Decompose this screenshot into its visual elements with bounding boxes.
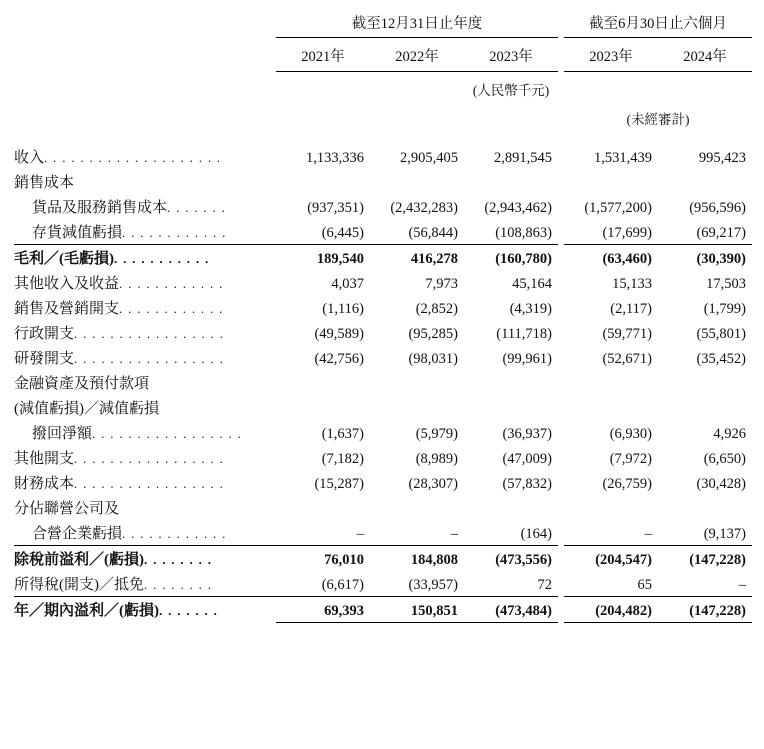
row-label-text: 金融資產及預付款項: [14, 376, 150, 392]
bottom-rule-label-cell: [14, 622, 276, 626]
row-label-text: 銷售成本: [14, 175, 75, 191]
audit-note-spacer-3: [464, 101, 558, 130]
cell-value: (2,852): [415, 301, 458, 317]
cell-value: 45,164: [512, 276, 552, 292]
table-row: [14, 295, 752, 320]
row-label-text: 研發開支: [14, 351, 75, 367]
row-label-leader: . . . . . . . . . . . .: [122, 225, 227, 240]
row-label-text: 分佔聯營公司及: [14, 501, 120, 517]
row-label-leader: . . . . . . . . . . . . . . . . .: [74, 476, 225, 491]
row-label: [14, 395, 276, 420]
table-row: [14, 270, 752, 295]
cell-value: (57,832): [502, 476, 552, 492]
cell-value: (95,285): [408, 326, 458, 342]
cell-value: [370, 370, 464, 395]
cell-value: (52,671): [602, 351, 652, 367]
cell-value: (937,351): [307, 200, 364, 216]
table-header: [14, 12, 752, 144]
row-label-text: (減值虧損)／減值虧損: [14, 401, 159, 417]
cell-value: 72: [537, 577, 552, 593]
cell-value: (17,699): [602, 225, 652, 241]
cell-value: (160,780): [464, 245, 558, 271]
header-group-empty: [14, 12, 276, 41]
audit-note: (未經審計): [626, 112, 690, 127]
cell-value: [276, 169, 370, 194]
audit-note-empty: [14, 101, 276, 130]
financial-table: [14, 12, 752, 626]
cell-value: [464, 370, 558, 395]
bottom-rule-cell: [658, 622, 752, 626]
cell-value: (36,937): [502, 426, 552, 442]
row-label-text: 貨品及服務銷售成本: [32, 200, 168, 216]
cell-value: (35,452): [696, 351, 746, 367]
cell-value: [564, 395, 658, 420]
table-row: [14, 169, 752, 194]
cell-value: –: [644, 526, 652, 542]
cell-value: (56,844): [408, 225, 458, 241]
row-label: [14, 219, 276, 245]
table-row: [14, 144, 752, 169]
row-label: [14, 470, 276, 495]
row-label-text: 撥回淨額: [32, 426, 93, 442]
column-header-2022: 2022年: [370, 41, 464, 72]
cell-value: (28,307): [408, 476, 458, 492]
header-bottom-spacer: [14, 130, 752, 144]
cell-value: (1,637): [321, 426, 364, 442]
table-row: [14, 395, 752, 420]
cell-value: [276, 495, 370, 520]
cell-value: –: [450, 526, 458, 542]
cell-value: 1,531,439: [594, 150, 652, 166]
cell-value: 189,540: [276, 245, 370, 271]
row-label-leader: . . . . . . . . . . .: [114, 251, 210, 266]
audit-note-spacer-2: [370, 101, 464, 130]
row-label-leader: . . . . . . . . . . . . . . . . .: [74, 351, 225, 366]
row-label: [14, 520, 276, 546]
row-label-text: 毛利／(毛虧損): [14, 251, 114, 267]
currency-note-empty: [14, 72, 276, 102]
cell-value: (99,961): [502, 351, 552, 367]
cell-value: (108,863): [495, 225, 552, 241]
header-year-row: [14, 41, 752, 72]
audit-note-row: [14, 101, 752, 130]
cell-value: 15,133: [612, 276, 652, 292]
row-label: [14, 270, 276, 295]
cell-value: (30,428): [696, 476, 746, 492]
cell-value: (7,182): [321, 451, 364, 467]
cell-value: (2,432,283): [390, 200, 458, 216]
column-header-2023: 2023年: [464, 41, 558, 72]
cell-value: (98,031): [408, 351, 458, 367]
cell-value: (204,547): [564, 546, 658, 572]
cell-value: (7,972): [609, 451, 652, 467]
row-label-text: 年／期內溢利／(虧損): [14, 603, 159, 619]
currency-note-spacer-1: [276, 72, 370, 102]
row-label: [14, 420, 276, 445]
cell-value: 2,891,545: [494, 150, 552, 166]
row-label-leader: . . . . . . . . . . . . . . . . .: [74, 326, 225, 341]
row-label-leader: . . . . . . .: [167, 200, 227, 215]
table-row: [14, 245, 752, 271]
cell-value: 17,503: [706, 276, 746, 292]
row-label: [14, 295, 276, 320]
cell-value: (8,989): [415, 451, 458, 467]
cell-value: [658, 169, 752, 194]
cell-value: (55,801): [696, 326, 746, 342]
header-year-empty: [14, 41, 276, 72]
row-label-leader: . . . . . . . . . . . . . . . . .: [92, 426, 243, 441]
row-label: [14, 546, 276, 572]
cell-value: [370, 395, 464, 420]
row-label: [14, 445, 276, 470]
column-header-2024-interim: 2024年: [658, 41, 752, 72]
row-label-leader: . . . . . . .: [159, 603, 219, 618]
cell-value: 76,010: [276, 546, 370, 572]
cell-value: (111,718): [496, 326, 552, 342]
header-group-interim-label: 截至6月30日止六個月: [564, 12, 752, 38]
cell-value: (26,759): [602, 476, 652, 492]
cell-value: –: [738, 577, 746, 593]
cell-value: 416,278: [370, 245, 464, 271]
cell-value: 1,133,336: [306, 150, 364, 166]
header-group-annual-label: 截至12月31日止年度: [276, 12, 558, 38]
cell-value: 2,905,405: [400, 150, 458, 166]
cell-value: (164): [520, 526, 552, 542]
cell-value: (30,390): [658, 245, 752, 271]
row-label-leader: . . . . . . . .: [144, 552, 213, 567]
row-label-text: 財務成本: [14, 476, 75, 492]
row-label-text: 銷售及營銷開支: [14, 301, 120, 317]
cell-value: [464, 395, 558, 420]
row-label-text: 其他收入及收益: [14, 276, 120, 292]
row-label-text: 所得稅(開支)／抵免: [14, 577, 144, 593]
row-label: [14, 345, 276, 370]
row-label: [14, 597, 276, 623]
table-row: [14, 520, 752, 546]
row-label: [14, 245, 276, 271]
cell-value: 69,393: [276, 597, 370, 623]
row-label-text: 收入: [14, 150, 45, 166]
bottom-rule-cell: [370, 622, 464, 626]
cell-value: (147,228): [658, 597, 752, 623]
column-header-2023-interim: 2023年: [564, 41, 658, 72]
cell-value: (473,556): [464, 546, 558, 572]
table-row: [14, 219, 752, 245]
cell-value: (1,799): [703, 301, 746, 317]
row-label-text: 存貨減值虧損: [32, 225, 123, 241]
currency-note-spacer-3: [564, 72, 658, 102]
cell-value: (6,617): [321, 577, 364, 593]
table-row: [14, 320, 752, 345]
table-row: [14, 470, 752, 495]
cell-value: [464, 169, 558, 194]
header-spacer-cell: [14, 130, 752, 144]
cell-value: [276, 395, 370, 420]
cell-value: 184,808: [370, 546, 464, 572]
bottom-rule-cell: [276, 622, 370, 626]
column-header-2021: 2021年: [276, 41, 370, 72]
cell-value: (47,009): [502, 451, 552, 467]
cell-value: (2,943,462): [484, 200, 552, 216]
cell-value: [658, 495, 752, 520]
table-row: [14, 345, 752, 370]
header-group-annual: [276, 12, 558, 41]
cell-value: [564, 370, 658, 395]
cell-value: (59,771): [602, 326, 652, 342]
table-bottom-rule: [14, 622, 752, 626]
table-body: [14, 144, 752, 626]
cell-value: [564, 169, 658, 194]
cell-value: (63,460): [564, 245, 658, 271]
table-row: [14, 546, 752, 572]
row-label-text: 除稅前溢利／(虧損): [14, 552, 144, 568]
cell-value: (6,930): [609, 426, 652, 442]
row-label: [14, 370, 276, 395]
cell-value: [464, 495, 558, 520]
bottom-rule-cell: [564, 622, 658, 626]
cell-value: 4,037: [331, 276, 364, 292]
row-label-text: 行政開支: [14, 326, 75, 342]
table-row: [14, 571, 752, 597]
cell-value: 65: [637, 577, 652, 593]
row-label-text: 合營企業虧損: [32, 526, 123, 542]
row-label-leader: . . . . . . . . . . . . . . . . . . . .: [44, 150, 222, 165]
cell-value: (956,596): [689, 200, 746, 216]
cell-value: [658, 395, 752, 420]
cell-value: (6,445): [321, 225, 364, 241]
currency-note-spacer-4: [658, 72, 752, 102]
cell-value: (42,756): [314, 351, 364, 367]
row-label-text: 其他開支: [14, 451, 75, 467]
cell-value: 4,926: [713, 426, 746, 442]
cell-value: –: [356, 526, 364, 542]
table-row: [14, 420, 752, 445]
header-group-row: [14, 12, 752, 41]
currency-note: (人民幣千元): [472, 83, 550, 98]
cell-value: (6,650): [703, 451, 746, 467]
table-row: [14, 597, 752, 623]
table-row: [14, 194, 752, 219]
cell-value: (2,117): [610, 301, 652, 317]
row-label-leader: . . . . . . . . . . . .: [119, 276, 224, 291]
cell-value: [370, 495, 464, 520]
row-label: [14, 194, 276, 219]
cell-value: 7,973: [425, 276, 458, 292]
cell-value: (4,319): [509, 301, 552, 317]
bottom-rule-cell: [464, 622, 558, 626]
cell-value: 150,851: [370, 597, 464, 623]
table-row: [14, 495, 752, 520]
table-row: [14, 445, 752, 470]
row-label: [14, 169, 276, 194]
cell-value: [370, 169, 464, 194]
cell-value: (9,137): [703, 526, 746, 542]
currency-note-spacer-2: [370, 72, 464, 102]
row-label-leader: . . . . . . . . . . . .: [122, 526, 227, 541]
row-label-leader: . . . . . . . . . . . . . . . . .: [74, 451, 225, 466]
cell-value: (69,217): [696, 225, 746, 241]
cell-value: (1,116): [322, 301, 364, 317]
table-row: [14, 370, 752, 395]
audit-note-spacer-1: [276, 101, 370, 130]
cell-value: (15,287): [314, 476, 364, 492]
cell-value: [564, 495, 658, 520]
cell-value: (49,589): [314, 326, 364, 342]
cell-value: (147,228): [658, 546, 752, 572]
header-group-interim: [564, 12, 752, 41]
cell-value: [276, 370, 370, 395]
cell-value: (473,484): [464, 597, 558, 623]
row-label: [14, 320, 276, 345]
row-label: [14, 571, 276, 597]
currency-note-row: [14, 72, 752, 102]
cell-value: (204,482): [564, 597, 658, 623]
row-label-leader: . . . . . . . .: [144, 577, 213, 592]
cell-value: (1,577,200): [584, 200, 652, 216]
row-label: [14, 144, 276, 169]
cell-value: 995,423: [698, 150, 746, 166]
row-label: [14, 495, 276, 520]
cell-value: (33,957): [408, 577, 458, 593]
cell-value: [658, 370, 752, 395]
row-label-leader: . . . . . . . . . . . .: [119, 301, 224, 316]
cell-value: (5,979): [415, 426, 458, 442]
